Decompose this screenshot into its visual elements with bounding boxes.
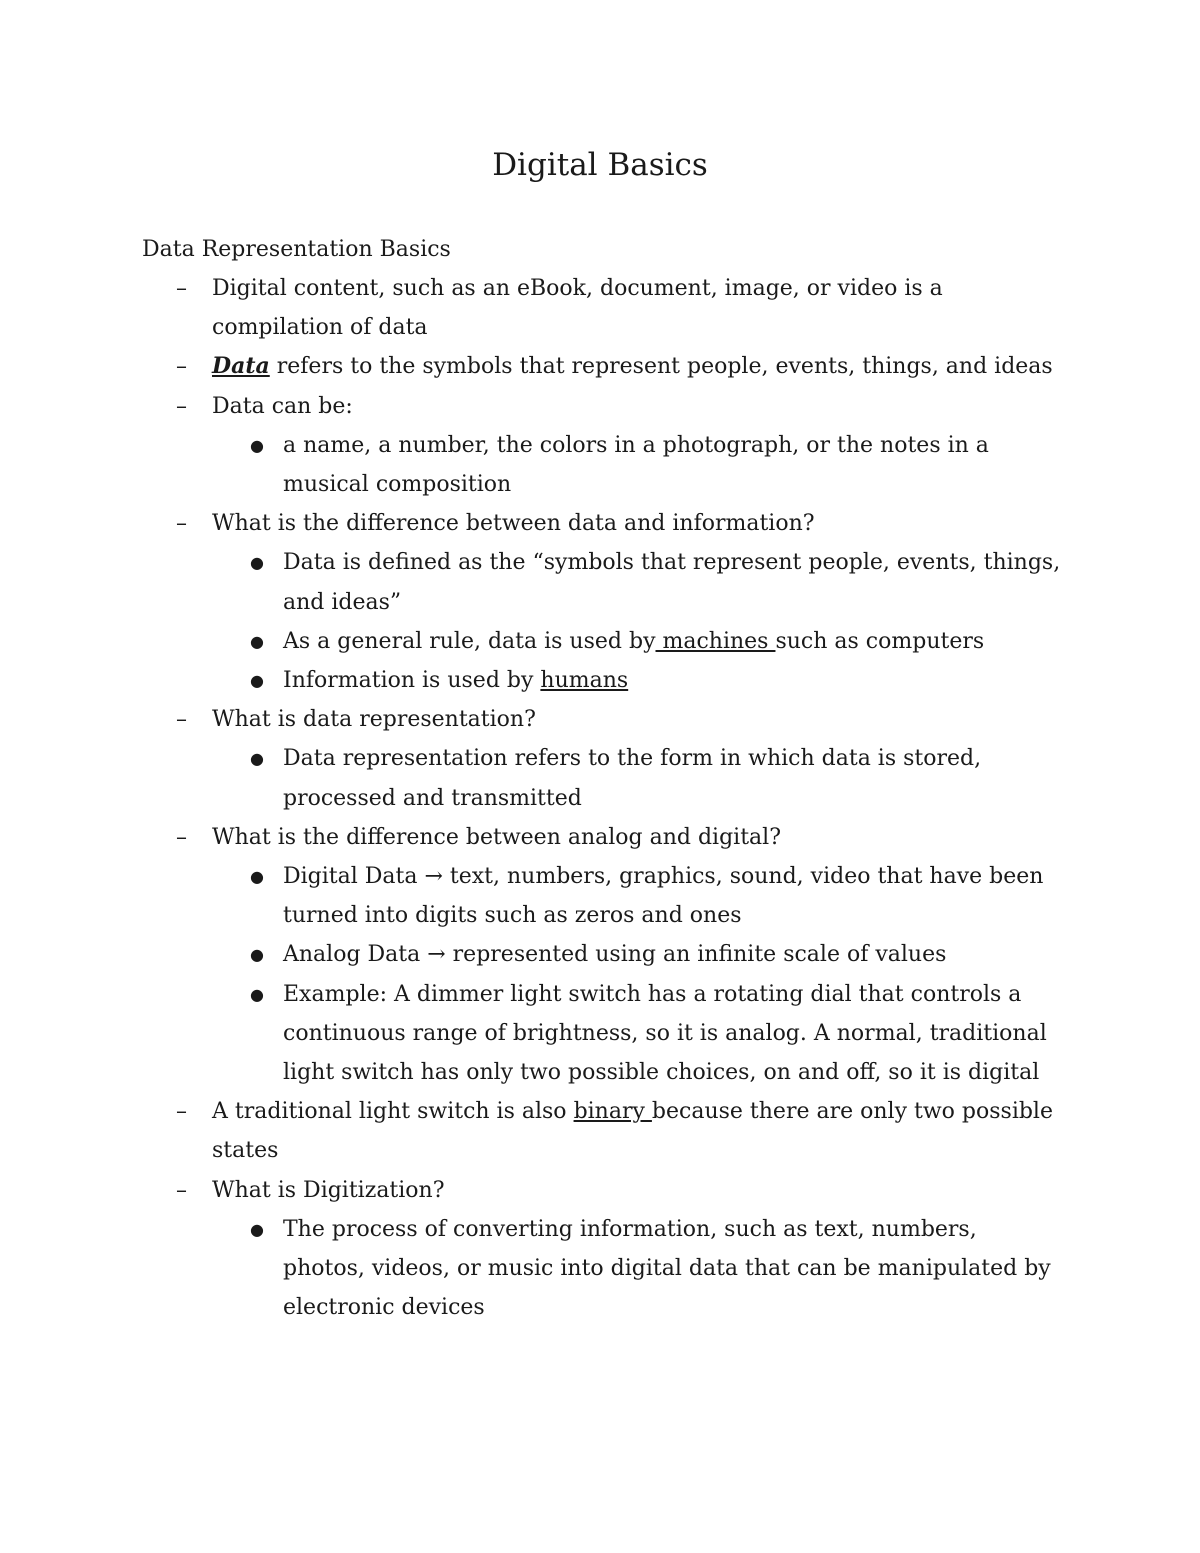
sub-item-text: Information is used by [283,668,541,694]
item-text: because there are only two possible states [212,1099,1053,1164]
dash-marker: – [176,1177,187,1203]
list-item [142,387,1072,426]
item-text: What is data representation? [212,707,536,733]
sub-list-item [142,426,1063,504]
sub-list-item [142,543,1063,621]
item-text: Data can be: [212,393,353,419]
underlined-binary: binary [573,1099,652,1125]
dash-marker: – [176,511,187,537]
dash-marker: – [176,707,187,733]
item-text: What is Digitization? [212,1177,445,1203]
section-heading: Data Representation Basics [142,237,451,262]
underlined-humans: humans [540,668,629,694]
sub-list-item [142,1210,1063,1328]
sub-list-item [142,661,1063,700]
sub-item-text: Example: A dimmer light switch has a rotating dial that controls a continuous range of brightness, so it is analog. A normal, traditional light switch has only two possible choices, on and off, so it is digital [283,981,1047,1086]
dash-marker: – [176,276,187,301]
document-title: Digital Basics [492,147,708,183]
item-text: refers to the symbols that represent people, events, things, and ideas [269,354,1053,380]
bullet-marker: ● [250,945,264,965]
item-text: What is the difference between data and information? [212,511,815,537]
bullet-marker: ● [250,553,264,573]
sub-item-text: such as computers [775,628,985,654]
list-item [142,504,1072,543]
sub-item-text: Digital Data → text, numbers, graphics, sound, video that have been turned into digits such as zeros and ones [283,864,1044,929]
list-item [142,700,1072,739]
list-item [142,1092,1072,1170]
list-item [142,347,1072,386]
sub-list-item [142,739,1063,817]
bullet-marker: ● [250,435,264,455]
dash-marker: – [176,1099,187,1125]
bullet-marker: ● [250,631,264,651]
bullet-marker: ● [250,867,264,887]
sub-item-text: Analog Data → represented using an infinite scale of values [283,942,947,968]
sub-list-item [142,935,1063,974]
list-item [142,269,1072,347]
bullet-marker: ● [250,749,264,769]
bullet-marker: ● [250,1219,264,1239]
item-text: A traditional light switch is also [212,1099,574,1125]
sub-item-text: Data representation refers to the form in which data is stored, processed and transmitted [283,746,982,811]
bullet-marker: ● [250,671,264,691]
item-text: What is the difference between analog and digital? [212,824,782,850]
outline-list [142,269,1072,1327]
sub-item-text: The process of converting information, such as text, numbers, photos, videos, or music into digital data that can be manipulated by electronic devices [283,1216,1051,1321]
sub-item-text: a name, a number, the colors in a photograph, or the notes in a musical composition [283,432,989,498]
sub-list-item [142,622,1063,661]
sub-list-item [142,857,1063,935]
sub-item-text: As a general rule, data is used by [283,628,656,654]
dash-marker: – [176,824,187,850]
sub-list-item [142,975,1063,1093]
list-item [142,818,1072,857]
underlined-machines: machines [655,628,776,654]
term-data: Data [212,353,270,380]
item-text: Digital content, such as an eBook, document, image, or video is a compilation of data [212,276,943,341]
dash-marker: – [176,393,187,419]
bullet-marker: ● [250,984,264,1004]
list-item [142,1171,1072,1210]
dash-marker: – [176,354,187,380]
sub-item-text: Data is defined as the “symbols that represent people, events, things, and ideas” [283,550,1061,615]
